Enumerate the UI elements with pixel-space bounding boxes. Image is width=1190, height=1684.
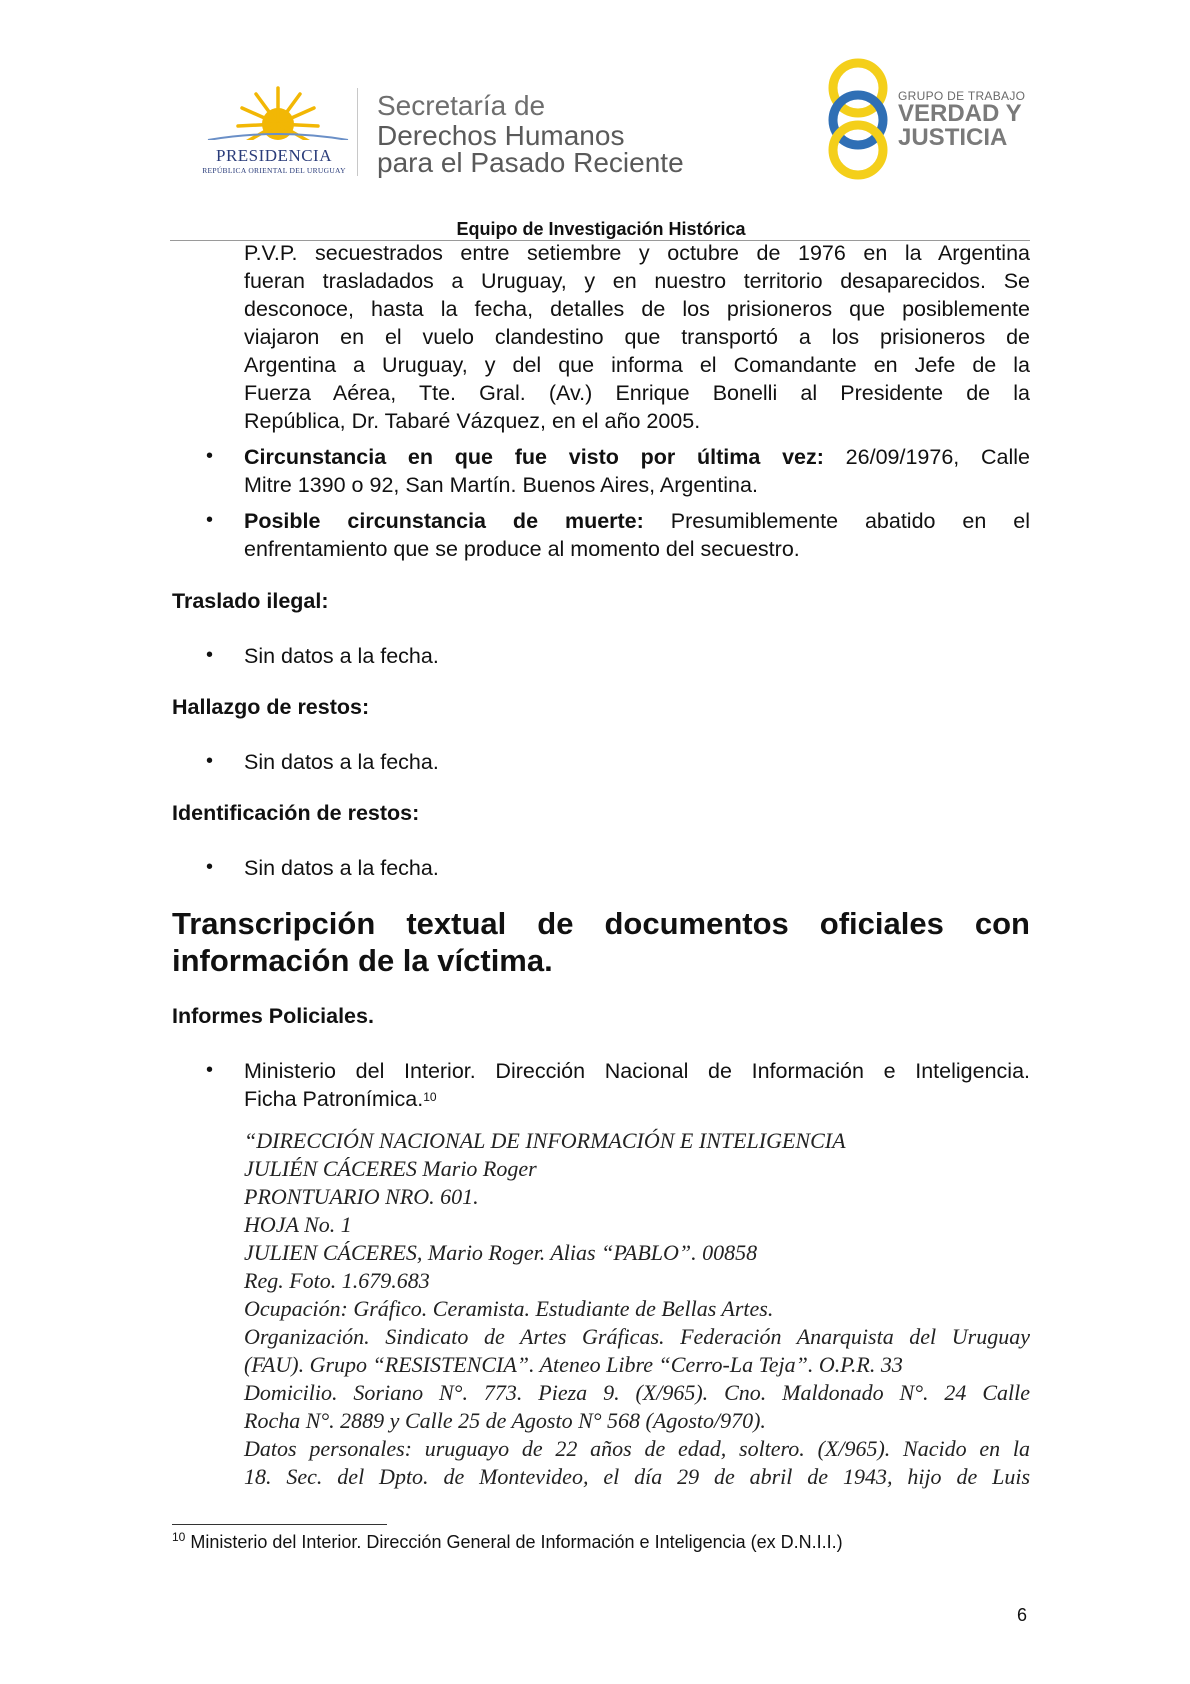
intro-line: P.V.P. secuestrados entre setiembre y octubre de 1976 en la Argentina [244, 241, 1030, 265]
informes-item [244, 1057, 1030, 1113]
footnote-ref: 10 [423, 1090, 437, 1104]
section-heading-hallazgo: Hallazgo de restos: [172, 695, 370, 719]
quote-line: JULIEN CÁCERES, Mario Roger. Alias “PABLO”. 00858 [244, 1240, 758, 1265]
intro-paragraph [244, 239, 1030, 435]
bullet-dot: • [206, 856, 214, 878]
presidencia-label: PRESIDENCIA [215, 146, 332, 165]
bullet-text: Presumiblemente abatido en el [643, 509, 1030, 533]
bullet-death [244, 507, 1030, 563]
quote-line: Ocupación: Gráfico. Ceramista. Estudiante de Bellas Artes. [244, 1296, 774, 1321]
intro-line: República, Dr. Tabaré Vázquez, en el año 2005. [244, 409, 701, 433]
quote-line: Reg. Foto. 1.679.683 [244, 1268, 430, 1293]
heading-line: información de la víctima. [172, 943, 553, 978]
bullet-dot: • [206, 750, 214, 772]
quote-line: PRONTUARIO NRO. 601. [244, 1184, 479, 1209]
sin-datos-text: Sin datos a la fecha. [244, 750, 439, 774]
team-title: Equipo de Investigación Histórica [456, 219, 746, 239]
bullet-label: Posible circunstancia de muerte: [244, 509, 644, 533]
bullet-text: Mitre 1390 o 92, San Martín. Buenos Aires, Argentina. [244, 473, 758, 497]
intro-line: viajaron en el vuelo clandestino que transportó a los prisioneros de [244, 325, 1030, 349]
secretaria-line-2: Derechos Humanos [377, 120, 625, 151]
bullet-dot: • [206, 445, 214, 467]
intro-line: Argentina a Uruguay, y del que informa el Comandante en Jefe de la [244, 353, 1030, 377]
informes-item-line: Ministerio del Interior. Dirección Nacional de Información e Inteligencia. [244, 1059, 1030, 1083]
grupo-trabajo-label: GRUPO DE TRABAJO [898, 89, 1026, 103]
informes-item-line: Ficha Patronímica. [244, 1087, 424, 1111]
bullet-text: enfrentamiento que se produce al momento del secuestro. [244, 537, 800, 561]
bullet-text: 26/09/1976, Calle [823, 445, 1031, 469]
page-number: 6 [1017, 1605, 1028, 1625]
bullet-last-seen [244, 443, 1030, 499]
bullet-label: Circunstancia en que fue visto por última vez: [244, 445, 824, 469]
footnote-rule [172, 1524, 387, 1525]
intro-line: Fuerza Aérea, Tte. Gral. (Av.) Enrique Bonelli al Presidente de la [244, 381, 1030, 405]
secretaria-line-1: Secretaría de [377, 90, 546, 121]
bullet-dot: • [206, 644, 214, 666]
ficha-quote [244, 1127, 1030, 1491]
secretaria-line-3: para el Pasado Reciente [377, 147, 684, 178]
informes-heading: Informes Policiales. [172, 1004, 374, 1028]
quote-line: 18. Sec. del Dpto. de Montevideo, el día 29 de abril de 1943, hijo de Luis [244, 1464, 1030, 1489]
quote-line: Rocha N°. 2889 y Calle 25 de Agosto N° 568 (Agosto/970). [244, 1408, 766, 1433]
bullet-dot: • [206, 509, 214, 531]
footnote [172, 1532, 843, 1553]
footnote-number: 10 [172, 1530, 186, 1544]
logo-divider [357, 88, 358, 176]
footnote-text: Ministerio del Interior. Dirección General de Información e Inteligencia (ex D.N.I.I.) [185, 1532, 843, 1552]
sin-datos-text: Sin datos a la fecha. [244, 856, 439, 880]
quote-line: “DIRECCIÓN NACIONAL DE INFORMACIÓN E INTELIGENCIA [244, 1128, 846, 1153]
quote-line: Datos personales: uruguayo de 22 años de edad, soltero. (X/965). Nacido en la [244, 1436, 1030, 1461]
republica-label: REPÚBLICA ORIENTAL DEL URUGUAY [202, 166, 346, 175]
verdad-label: VERDAD Y [898, 100, 1022, 127]
sin-datos-text: Sin datos a la fecha. [244, 644, 439, 668]
verdad-justicia-rings-logo [822, 58, 894, 180]
transcripcion-heading [172, 905, 1030, 979]
intro-line: desconoce, hasta la fecha, detalles de los prisioneros que posiblemente [244, 297, 1030, 321]
section-heading-traslado: Traslado ilegal: [172, 589, 329, 613]
intro-line: fueran trasladados a Uruguay, y en nuestro territorio desaparecidos. Se [244, 269, 1030, 293]
quote-line: JULIÉN CÁCERES Mario Roger [244, 1156, 537, 1181]
quote-line: (FAU). Grupo “RESISTENCIA”. Ateneo Libre “Cerro-La Teja”. O.P.R. 33 [244, 1352, 903, 1377]
quote-line: HOJA No. 1 [244, 1212, 352, 1237]
bullet-dot: • [206, 1059, 214, 1081]
quote-line: Domicilio. Soriano N°. 773. Pieza 9. (X/965). Cno. Maldonado N°. 24 Calle [244, 1380, 1030, 1405]
quote-line: Organización. Sindicato de Artes Gráficas. Federación Anarquista del Uruguay [244, 1324, 1030, 1349]
section-heading-identificacion: Identificación de restos: [172, 801, 420, 825]
justicia-label: JUSTICIA [898, 124, 1008, 151]
heading-line: Transcripción textual de documentos oficiales con [172, 906, 1030, 941]
